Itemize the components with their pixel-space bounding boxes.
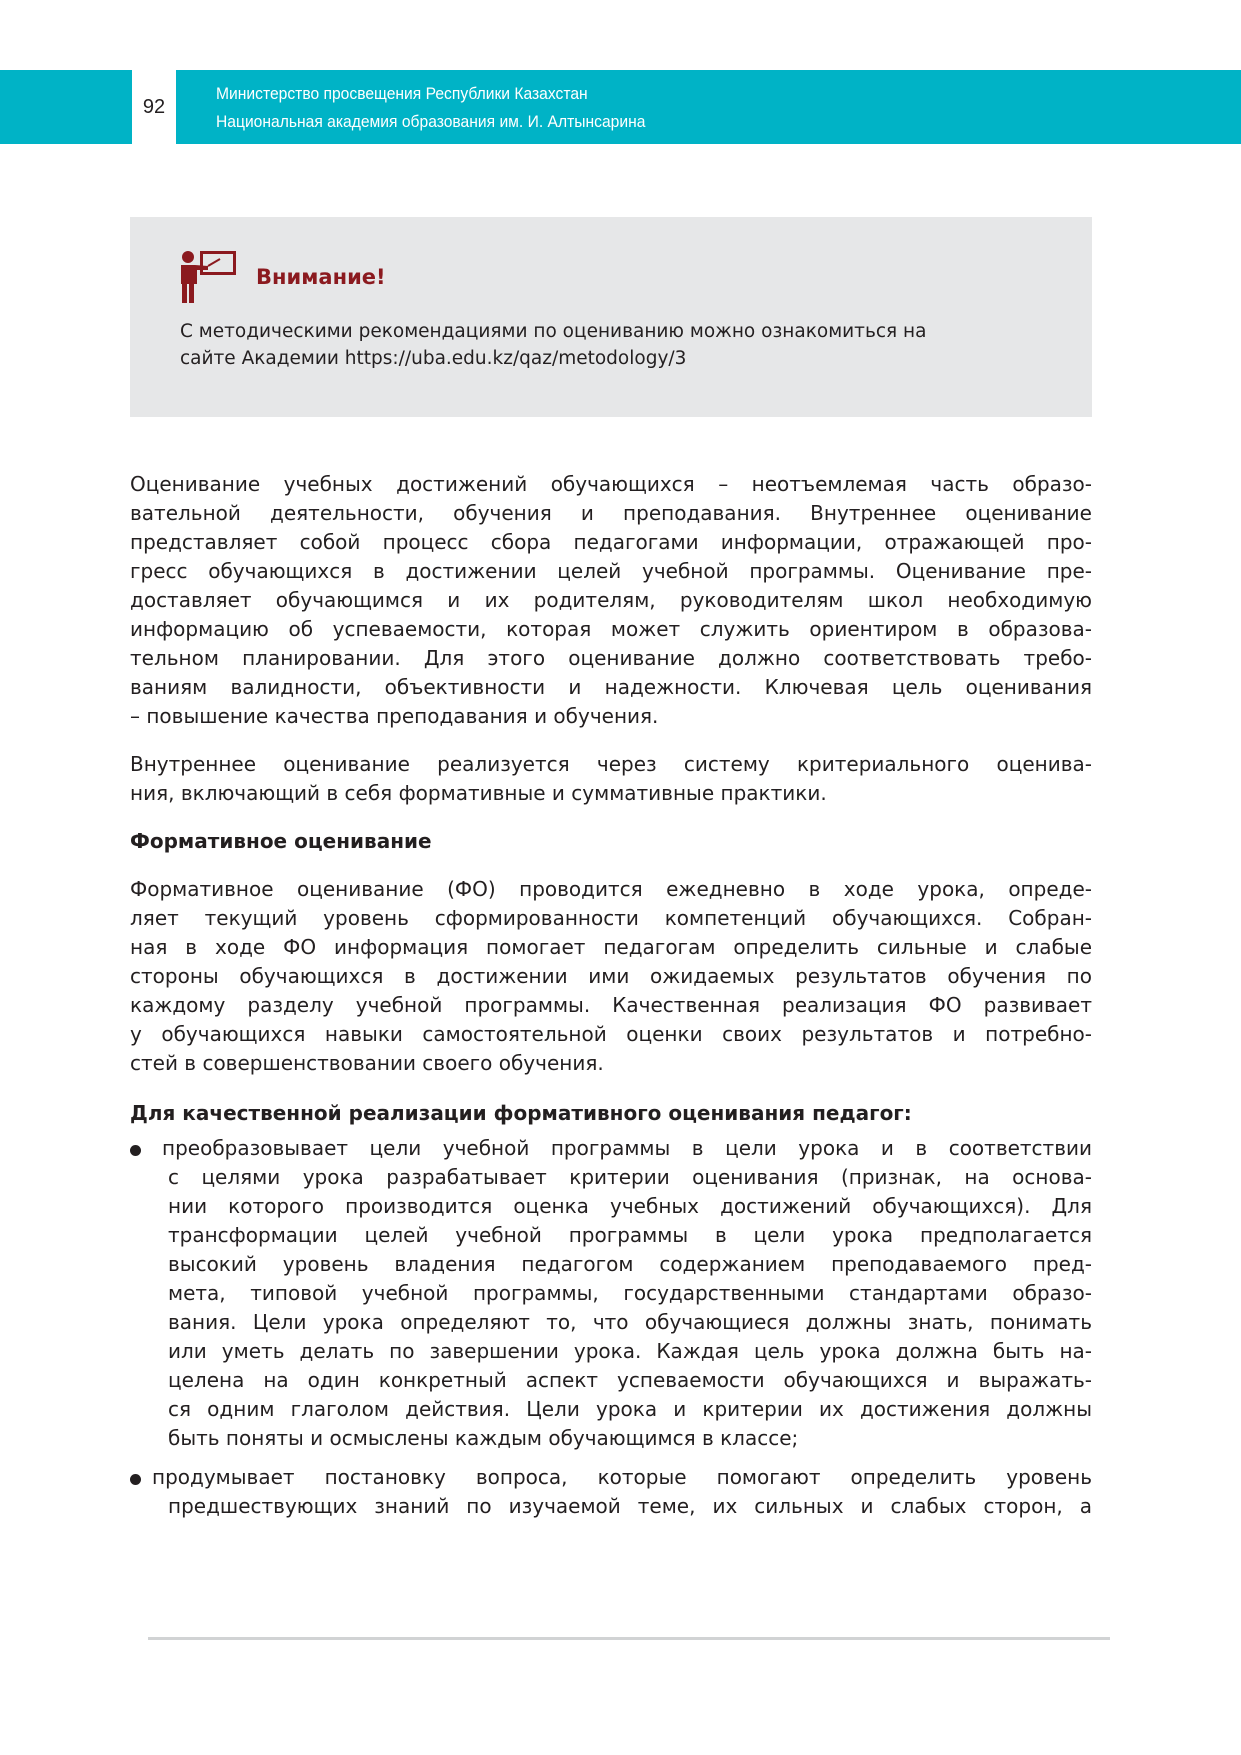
text-line: быть поняты и осмыслены каждым обучающимся в классе; (168, 1426, 799, 1450)
text-line: представляет собой процесс сбора педагогами информации, отражающей про- (130, 530, 1092, 554)
text-line: ния, включающий в себя формативные и суммативные практики. (130, 781, 827, 805)
teacher-at-board-icon (178, 249, 240, 305)
notice-text (180, 318, 1040, 372)
text-line: ся одним глаголом действия. Цели урока и критерии их достижения должны (168, 1397, 1092, 1421)
section-heading-teacher-duties: Для качественной реализации формативного оценивания педагог: (130, 1101, 912, 1125)
text-line: каждому разделу учебной программы. Качественная реализация ФО развивает (130, 993, 1092, 1017)
text-line: ваниям валидности, объективности и надежности. Ключевая цель оценивания (130, 675, 1092, 699)
page-number: 92 (132, 70, 176, 144)
text-line: стороны обучающихся в достижении ими ожидаемых результатов обучения по (130, 964, 1092, 988)
text-line: предшествующих знаний по изучаемой теме, их сильных и слабых сторон, а (168, 1494, 1092, 1518)
text-line: Внутреннее оценивание реализуется через систему критериального оценива- (130, 752, 1092, 776)
text-line: информацию об успеваемости, которая может служить ориентиром в образова- (130, 617, 1092, 641)
text-line: преобразовывает цели учебной программы в цели урока и в соответствии (162, 1136, 1092, 1160)
list-item (130, 1134, 1092, 1453)
text-line: у обучающихся навыки самостоятельной оценки своих результатов и потребно- (130, 1022, 1092, 1046)
text-line: с целями урока разрабатывает критерии оценивания (признак, на основа- (168, 1165, 1092, 1189)
text-line: Формативное оценивание (ФО) проводится ежедневно в ходе урока, опреде- (130, 877, 1092, 901)
paragraph-assessment-intro (130, 470, 1092, 731)
text-line: – повышение качества преподавания и обучения. (130, 704, 659, 728)
text-line: продумывает постановку вопроса, которые помогают определить уровень (152, 1465, 1092, 1489)
footer-divider (148, 1637, 1110, 1640)
notice-title: Внимание! (256, 265, 386, 289)
text-line: гресс обучающихся в достижении целей учебной программы. Оценивание пре- (130, 559, 1092, 583)
text-line: Оценивание учебных достижений обучающихся – неотъемлемая часть образо- (130, 472, 1092, 496)
text-line: мета, типовой учебной программы, государственными стандартами образо- (168, 1281, 1092, 1305)
text-line: целена на один конкретный аспект успеваемости обучающихся и выражать- (168, 1368, 1092, 1392)
section-heading-formative: Формативное оценивание (130, 829, 432, 853)
notice-line-with-link: сайте Академии https://uba.edu.kz/qaz/metodology/3 (180, 348, 687, 369)
text-line: ная в ходе ФО информация помогает педагогам определить сильные и слабые (130, 935, 1092, 959)
text-line: доставляет обучающимся и их родителям, руководителям школ необходимую (130, 588, 1092, 612)
text-line: трансформации целей учебной программы в цели урока предполагается (168, 1223, 1092, 1247)
bullet-icon (130, 1474, 141, 1485)
text-line: тельном планировании. Для этого оценивание должно соответствовать требо- (130, 646, 1092, 670)
paragraph-internal-assessment (130, 750, 1092, 808)
list-item (130, 1463, 1092, 1521)
notice-line: С методическими рекомендациями по оцениванию можно ознакомиться на (180, 321, 927, 342)
text-line: вательной деятельности, обучения и преподавания. Внутреннее оценивание (130, 501, 1092, 525)
text-line: ляет текущий уровень сформированности компетенций обучающихся. Собран- (130, 906, 1092, 930)
header-ministry-line: Министерство просвещения Республики Казахстан (216, 84, 588, 103)
notice-box (130, 217, 1092, 417)
text-line: нии которого производится оценка учебных достижений обучающихся). Для (168, 1194, 1092, 1218)
text-line: стей в совершенствовании своего обучения. (130, 1051, 604, 1075)
header-academy-line: Национальная академия образования им. И. Алтынсарина (216, 112, 646, 131)
text-line: высокий уровень владения педагогом содержанием преподаваемого пред- (168, 1252, 1092, 1276)
bullet-icon (130, 1145, 141, 1156)
header-institution (216, 80, 645, 136)
text-line: или уметь делать по завершении урока. Каждая цель урока должна быть на- (168, 1339, 1092, 1363)
main-content (130, 470, 1092, 1521)
text-line: вания. Цели урока определяют то, что обучающиеся должны знать, понимать (168, 1310, 1092, 1334)
paragraph-formative (130, 875, 1092, 1078)
